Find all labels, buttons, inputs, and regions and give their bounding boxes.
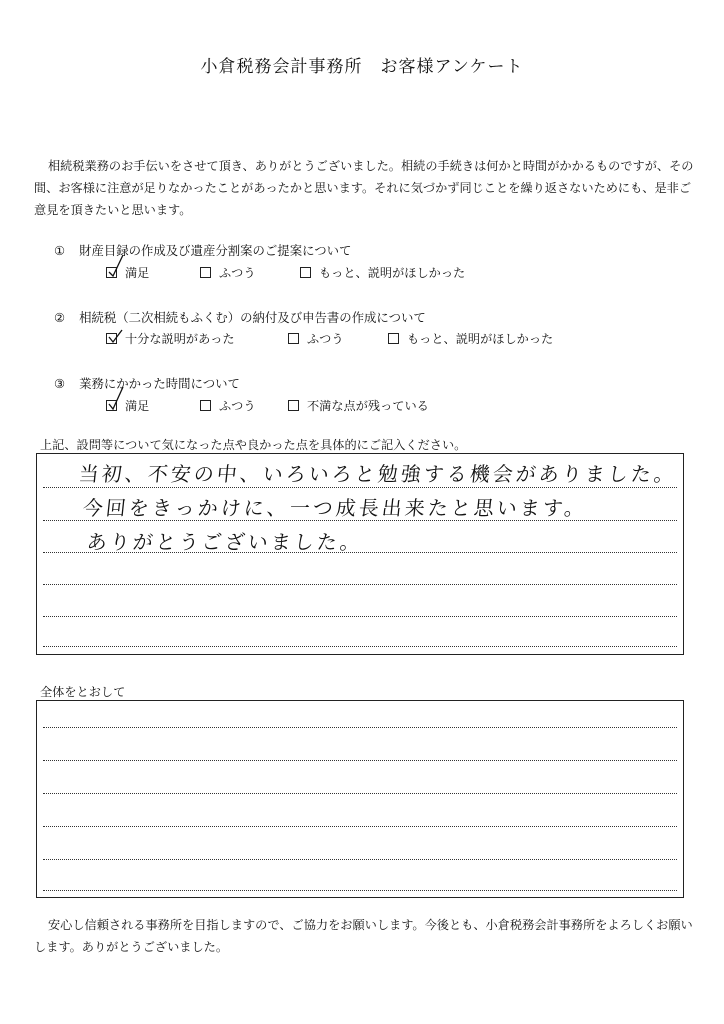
checkbox[interactable] — [288, 333, 299, 344]
ruled-line — [43, 584, 677, 585]
checkbox[interactable] — [388, 333, 399, 344]
checkbox[interactable] — [200, 400, 211, 411]
question-2 — [54, 308, 426, 326]
ruled-line — [43, 826, 677, 827]
check-mark-icon — [106, 394, 124, 412]
checkbox[interactable] — [300, 267, 311, 278]
ruled-line — [43, 890, 677, 891]
overall-label: 全体をとおして — [40, 685, 126, 699]
question-3-option-2[interactable]: ふつう — [200, 397, 256, 414]
ruled-line — [43, 487, 677, 488]
question-2-option-2[interactable]: ふつう — [288, 330, 344, 347]
check-mark-icon — [106, 261, 124, 279]
question-3-text: 業務にかかった時間について — [79, 376, 240, 391]
check-mark-icon — [106, 327, 124, 345]
survey-title: 小倉税務会計事務所 お客様アンケート — [200, 57, 524, 77]
question-1-option-3[interactable]: もっと、説明がほしかった — [300, 264, 465, 281]
ruled-line — [43, 793, 677, 794]
question-1-text: 財産目録の作成及び遺産分割案のご提案について — [79, 243, 352, 258]
closing-paragraph: 安心し信頼される事務所を目指しますので、ご協力をお願いします。今後とも、小倉税務会計事務所をよろしくお願いします。ありがとうございました。 — [34, 918, 693, 954]
comments-box[interactable] — [36, 453, 684, 655]
question-1 — [54, 241, 351, 259]
question-3-number: ③ — [54, 376, 66, 391]
ruled-line — [43, 616, 677, 617]
question-2-option-1[interactable]: 十分な説明があった — [106, 330, 235, 347]
checkbox[interactable] — [288, 400, 299, 411]
question-3-option-1[interactable]: 満足 — [106, 397, 149, 414]
question-2-number: ② — [54, 310, 66, 325]
question-2-option-3[interactable]: もっと、説明がほしかった — [388, 330, 553, 347]
checkbox-checked[interactable] — [106, 333, 117, 344]
checkbox-checked[interactable] — [106, 267, 117, 278]
checkbox-checked[interactable] — [106, 400, 117, 411]
intro-paragraph: 相続税業務のお手伝いをさせて頂き、ありがとうございました。相続の手続きは何かと時間がかかるものですが、その間、お客様に注意が足りなかったことがあったかと思います。それに気づかず同じことを繰り返さないためにも、是非ご意見を頂きたいと思います。 — [34, 159, 694, 217]
handwritten-line-2: 今回をきっかけに、一つ成長出来たと思います。 — [81, 496, 589, 520]
ruled-line — [43, 727, 677, 728]
ruled-line — [43, 859, 677, 860]
handwritten-line-1: 当初、不安の中、いろいろと勉強する機会がありました。 — [77, 462, 679, 486]
question-3-option-3[interactable]: 不満な点が残っている — [288, 397, 429, 414]
handwritten-line-3: ありがとうございました。 — [85, 530, 365, 554]
ruled-line — [43, 760, 677, 761]
overall-box[interactable] — [36, 700, 684, 898]
question-3 — [54, 374, 240, 392]
ruled-line — [43, 646, 677, 647]
question-1-number: ① — [54, 243, 66, 258]
checkbox[interactable] — [200, 267, 211, 278]
question-1-option-1[interactable]: 満足 — [106, 264, 149, 281]
question-1-option-2[interactable]: ふつう — [200, 264, 256, 281]
question-2-text: 相続税（二次相続もふくむ）の納付及び申告書の作成について — [79, 310, 426, 325]
comments-label: 上記、設問等について気になった点や良かった点を具体的にご記入ください。 — [40, 438, 467, 452]
